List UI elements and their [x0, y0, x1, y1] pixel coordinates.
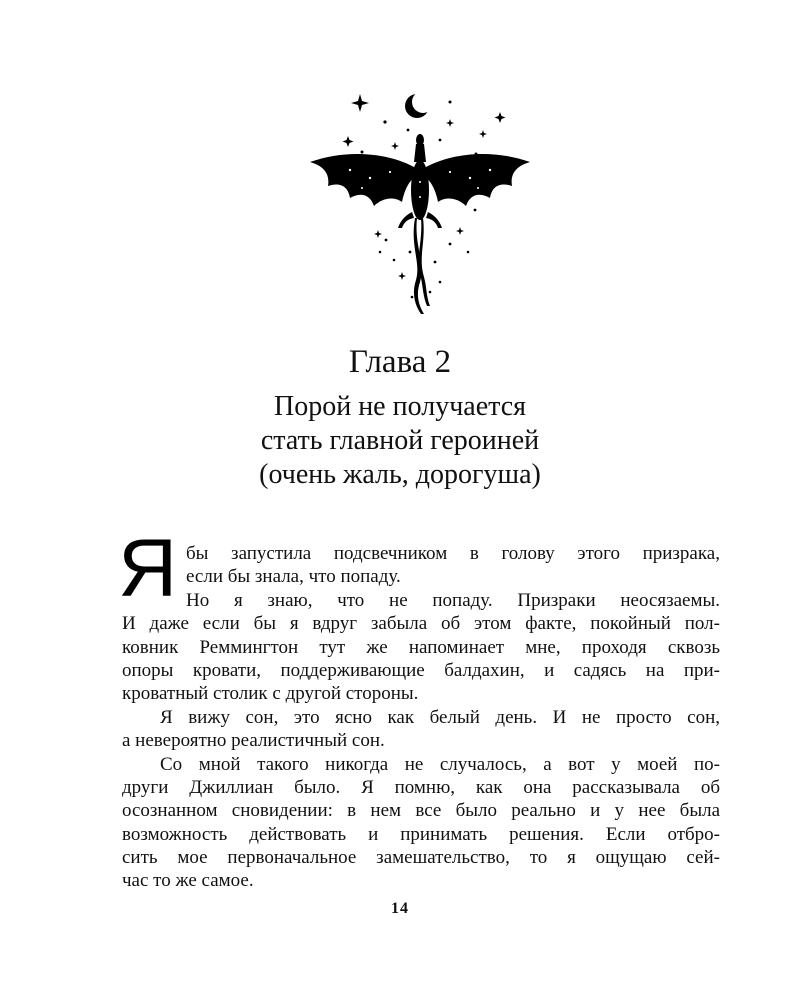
text-line: осознанном сновидении: в нем все было реально и у нее была [122, 800, 720, 822]
text-line: Я вижу сон, это ясно как белый день. И не просто сон, [160, 706, 720, 728]
text-line: кроватный столик с другой стороны. [122, 683, 419, 705]
dragon-icon [310, 134, 530, 314]
page-number: 14 [391, 900, 409, 917]
text-line: возможность действовать и принимать решения. Если отбро- [122, 823, 720, 845]
text-line: а невероятно реалистичный сон. [122, 730, 385, 752]
text-line: Со мной такого никогда не случалось, а вот у моей по- [160, 753, 720, 775]
subtitle-line: Порой не получается [273, 391, 527, 422]
subtitle-line: (очень жаль, дорогуша) [259, 459, 541, 490]
text-line: Но я знаю, что не попаду. Призраки неосязаемы. [186, 589, 720, 611]
text-line: И даже если бы я вдруг забыла об этом факте, покойный пол- [122, 613, 720, 635]
text-line: если бы знала, что попаду. [186, 566, 401, 588]
text-line: бы запустила подсвечником в голову этого призрака, [186, 543, 720, 564]
text-line: сить мое первоначальное замешательство, то я ощущаю сей- [122, 847, 720, 869]
chapter-subtitle [0, 390, 800, 492]
text-line: опоры кровати, поддерживающие балдахин, и садясь на при- [122, 659, 720, 681]
text-line: ковник Реммингтон тут же напоминает мне, проходя сквозь [122, 636, 720, 658]
chapter-title: Глава 2 [348, 344, 452, 380]
drop-cap: Я [118, 523, 178, 614]
crescent-moon-icon [405, 91, 434, 118]
text-line: час то же самое. [122, 870, 254, 892]
dragon-moon-ornament [290, 82, 550, 322]
body-text [122, 542, 720, 893]
subtitle-line: стать главной героиней [260, 425, 540, 456]
text-line: други Джиллиан было. Я помню, как она рассказывала об [122, 776, 720, 798]
